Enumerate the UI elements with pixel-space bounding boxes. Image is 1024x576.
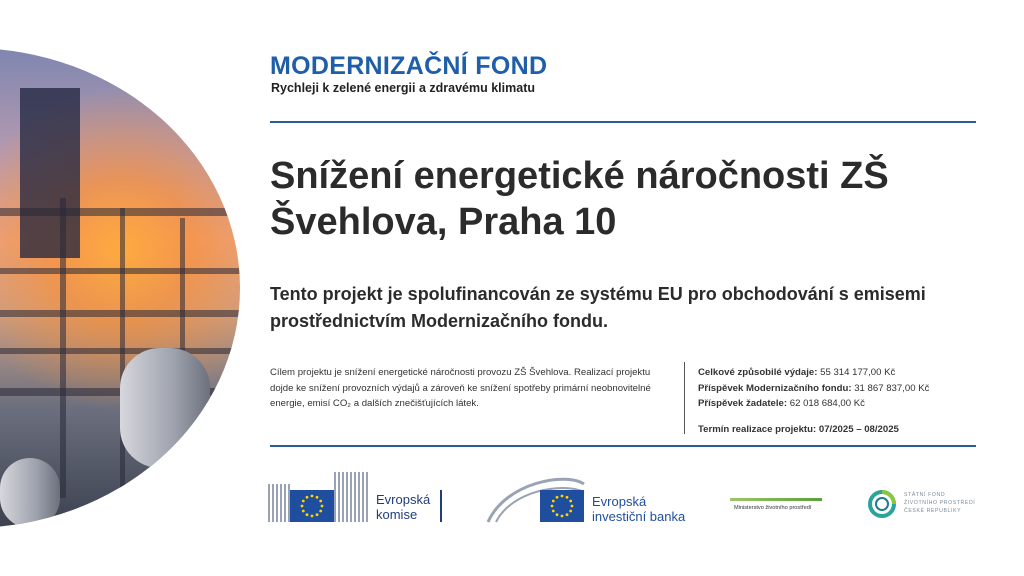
ec-building-right [334, 472, 370, 522]
fact-eligible [698, 365, 978, 381]
sfzp-line1: STÁTNÍ FOND [904, 492, 946, 498]
fact-term-label: Termín realizace projektu: [698, 423, 817, 435]
top-divider [270, 121, 976, 123]
fact-term-value: 07/2025 – 08/2025 [818, 423, 899, 435]
fact-eligible-value: 55 314 177,00 Kč [820, 367, 896, 378]
sfzp-logo [866, 488, 978, 522]
project-description: Cílem projektu je snížení energetické náročnosti provozu ZŠ Švehlova. Realizací projektu dojde ke snížení provozních výdajů a zároveň ke snížení spotřeby primární neobnovitelné energie, emisí CO₂ a dalších znečišťujících látek. [270, 367, 651, 409]
fact-fund [698, 381, 978, 397]
eib-eu-flag-icon [540, 490, 584, 522]
ec-building-icon [268, 484, 290, 522]
sfzp-line2: ŽIVOTNÍHO PROSTŘEDÍ [904, 500, 976, 506]
fact-term [698, 422, 978, 438]
fact-applicant [698, 396, 978, 412]
eib-logo [486, 472, 696, 524]
program-logo-title: MODERNIZAČNÍ FOND [270, 52, 548, 80]
program-tagline: Rychleji k zelené energii a zdravému klimatu [271, 81, 535, 95]
ec-name-line1: Evropská [376, 492, 431, 507]
bottom-divider [270, 445, 976, 447]
ec-separator [440, 490, 442, 522]
fact-eligible-label: Celkové způsobilé výdaje: [698, 367, 818, 378]
mzp-name: Ministerstvo životního prostředí [734, 505, 812, 511]
sfzp-ring-icon [866, 488, 898, 520]
mzp-rule-icon [730, 498, 822, 501]
facts-divider [684, 362, 685, 434]
ec-name-line2: komise [376, 507, 418, 522]
eib-name-line1: Evropská [592, 494, 647, 509]
project-facts [698, 365, 978, 437]
industrial-photo [0, 48, 240, 528]
eib-name-line2: investiční banka [592, 509, 686, 524]
eu-flag-icon [290, 490, 334, 522]
ec-logo [268, 472, 448, 522]
fact-fund-value: 31 867 837,00 Kč [854, 382, 930, 394]
fact-applicant-value: 62 018 684,00 Kč [789, 398, 865, 409]
fact-applicant-label: Příspěvek žadatele: [698, 398, 788, 409]
fact-fund-label: Příspěvek Modernizačního fondu: [698, 382, 852, 394]
mzp-logo [728, 498, 824, 518]
sfzp-line3: ČESKÉ REPUBLIKY [904, 508, 962, 514]
funding-statement: Tento projekt je spolufinancován ze systému EU pro obchodování s emisemi prostřednictvím Modernizačního fondu. [270, 284, 926, 331]
project-title: Snížení energetické náročnosti ZŠ Švehlova, Praha 10 [270, 155, 889, 243]
